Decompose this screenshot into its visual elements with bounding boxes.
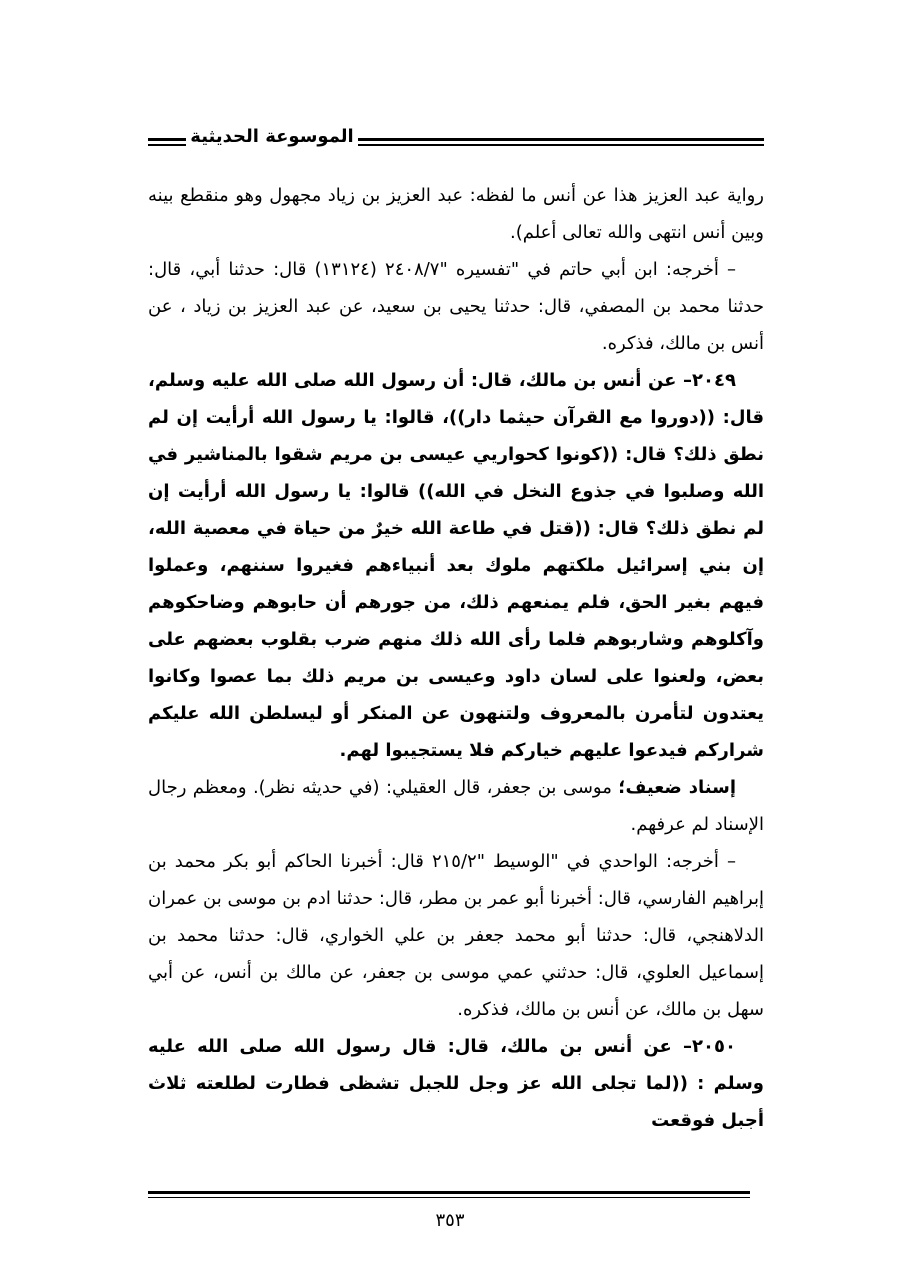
isnad-grade-label: إسناد ضعيف؛	[618, 777, 736, 798]
paragraph-takhrij-2: – أخرجه: الواحدي في "الوسيط "٢١٥/٢ قال: أخبرنا الحاكم أبو بكر محمد بن إبراهيم الفارسي، قال: أخبرنا أبو عمر بن مطر، قال: حدثنا ادم بن موسى بن عمران الدلاهنجي، قال: حدثنا أبو محمد جعفر بن علي الخواري، قال: حدثنا محمد بن إسماعيل العلوي، قال: حدثني عمي موسى بن جعفر، عن مالك بن أنس، عن أبي سهل بن مالك، عن أنس بن مالك، فذكره.	[148, 851, 764, 1020]
header-rule-left	[148, 138, 186, 141]
paragraph-quote-end: رواية عبد العزيز هذا عن أنس ما لفظه: عبد العزيز بن زياد مجهول وهو منقطع بينه وبين أنس انتهى والله تعالى أعلم).	[148, 185, 764, 243]
footer-rule	[148, 1191, 750, 1194]
running-header	[148, 124, 764, 158]
paragraph-hadith-2050: ٢٠٥٠– عن أنس بن مالك، قال: قال رسول الله صلى الله عليه وسلم : ((لما تجلى الله عز وجل للجبل تشظى فطارت لطلعته ثلاث أجبل فوقعت	[148, 1036, 764, 1131]
paragraph-hadith-2049: ٢٠٤٩– عن أنس بن مالك، قال: أن رسول الله صلى الله عليه وسلم، قال: ((دوروا مع القرآن حيثما دار))، قالوا: يا رسول الله أرأيت إن لم نطق ذلك؟ قال: ((كونوا كحواريي عيسى بن مريم شقوا بالمناشير في الله وصلبوا في جذوع النخل في الله)) قالوا: يا رسول الله أرأيت إن لم نطق ذلك؟ قال: ((قتل في طاعة الله خيرٌ من حياة في معصية الله، إن بني إسرائيل ملكتهم ملوك بعد أنبياءهم فغيروا سننهم، وعملوا فيهم بغير الحق، فلم يمنعهم ذلك، من جورهم أن حابوهم وضاحكوهم وآكلوهم وشاربوهم فلما رأى الله ذلك منهم ضرب بقلوب بعضهم على بعض، ولعنوا على لسان داود وعيسى بن مريم ذلك بما عصوا وكانوا يعتدون لتأمرن بالمعروف ولتنهون عن المنكر أو ليسلطن الله عليكم شراركم فيدعوا عليهم خياركم فلا يستجيبوا لهم.	[148, 370, 764, 761]
isnad-grade-text: موسى بن جعفر، قال العقيلي: (في حديثه نظر). ومعظم رجال الإسناد لم عرفهم.	[148, 777, 764, 835]
header-rule-right-thin	[358, 144, 764, 146]
body-text	[148, 177, 764, 1139]
page-number: ٣٥٣	[435, 1210, 465, 1231]
header-rule-right	[358, 138, 764, 141]
paragraph-takhrij-1: – أخرجه: ابن أبي حاتم في "تفسيره "٢٤٠٨/٧ (١٣١٢٤) قال: حدثنا أبي، قال: حدثنا محمد بن المصفي، قال: حدثنا يحيى بن سعيد، عن عبد العزيز بن زياد ، عن أنس بن مالك، فذكره.	[148, 259, 764, 354]
paragraph-isnad-grade	[148, 769, 764, 843]
header-rule-left-thin	[148, 144, 186, 146]
header-title: الموسوعة الحديثية	[190, 126, 354, 147]
footer-rule-thin	[148, 1197, 750, 1198]
